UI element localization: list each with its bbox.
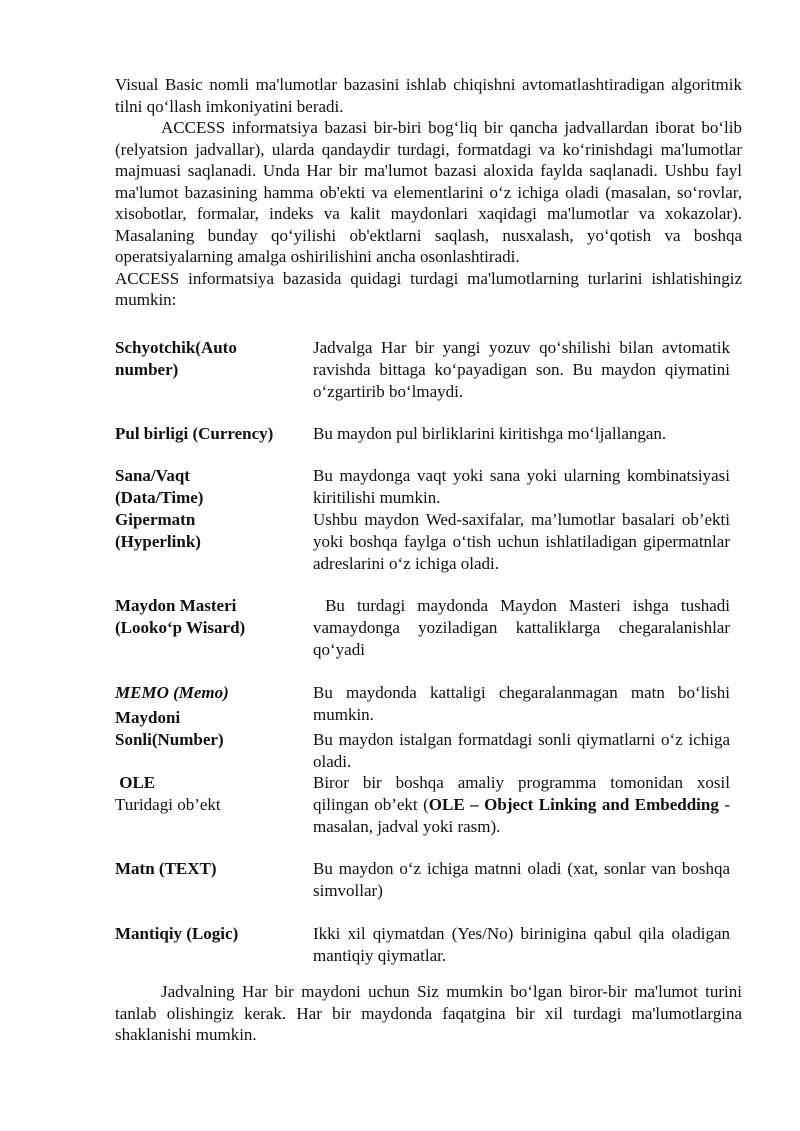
type-term: Maydon Masteri (Looko‘p Wisard) [115,596,246,637]
type-term: OLE Turidagi ob’ekt [115,773,221,814]
type-description: Ikki xil qiymatdan (Yes/No) birinigina qabul qila oladigan mantiqiy qiymatlar. [313,924,730,965]
type-description: Bu maydon pul birliklarini kiritishga mo‘ljallangan. [313,424,667,443]
intro-section [115,74,742,311]
type-term: Sana/Vaqt (Data/Time) [115,466,204,507]
conclusion-section [115,981,742,1046]
intro-paragraph-1: Visual Basic nomli ma'lumotlar bazasini ishlab chiqishni avtomatlashtiradigan algoritmik tilni qo‘llash imkoniyatini beradi. [115,75,742,116]
conclusion-paragraph: Jadvalning Har bir maydoni uchun Siz mumkin bo‘lgan biror-bir ma'lumot turini tanlab olishingiz kerak. Har bir maydonda faqatgina bir xil turdagi ma'lumotlargina shaklanishi mumkin. [115,982,742,1044]
type-description: Bu maydonga vaqt yoki sana yoki ularning kombinatsiyasi kiritilishi mumkin. [313,466,730,507]
type-description: Bu maydon o‘z ichiga matnni oladi (xat, sonlar van boshqa simvollar) [313,859,730,900]
type-term: Matn (TEXT) [115,859,217,878]
type-description: Bu maydon istalgan formatdagi sonli qiymatlarni o‘z ichiga oladi. [313,730,730,771]
type-term: Pul birligi (Currency) [115,424,274,443]
type-term: MEMO (Memo) [115,683,229,702]
type-term: Mantiqiy (Logic) [115,924,239,943]
type-term: Maydoni Sonli(Number) [115,708,224,749]
type-description: Biror bir boshqa amaliy programma tomonidan xosil qilingan ob’ekt (OLE – Object Linking and Embedding - masalan, jadval yoki rasm). [313,773,730,836]
type-description: Ushbu maydon Wed-saxifalar, ma’lumotlar basalari ob’ekti yoki boshqa faylga o‘tish uchun ishlatiladigan gipermatnlar adreslarini o‘z ichiga oladi. [313,510,730,573]
type-description: Bu turdagi maydonda Maydon Masteri ishga tushadi vamaydonga yoziladigan kattaliklarga chegaralanishlar qo‘yadi [313,596,735,659]
intro-paragraph-3: ACCESS informatsiya bazasida quidagi turdagi ma'lumotlarning turlarini ishlatishingiz mumkin: [115,268,742,309]
type-description: Bu maydonda kattaligi chegaralanmagan matn bo‘lishi mumkin. [313,683,730,724]
type-description: Jadvalga Har bir yangi yozuv qo‘shilishi bilan avtomatik ravishda bittaga ko‘payadigan son. Bu maydon qiymatini o‘zgartirib bo‘lmaydi. [313,338,730,401]
intro-paragraph-2: ACCESS informatsiya bazasi bir-biri bog‘liq bir qancha jadvallardan iborat bo‘lib (relyatsion jadvallar), ularda qandaydir turdagi, formatdagi va ko‘rinishdagi ma'lumotlar majmuasi saqlanadi. Unda Har bir ma'lumot bazasi aloxida faylda saqlanadi. Ushbu fayl ma'lumot bazasining hamma ob'ekti va elementlarini o‘z ichiga oladi (masalan, so‘rovlar, xisobotlar, formalar, indeks va kalit maydonlari xaqidagi ma'lumotlar va xokazolar). Masalaning bunday qo‘yilishi ob'ektlarni saqlash, nusxalash, yo‘qotish va boshqa operatsiyalarning amalga oshirilishini ancha osonlashtiradi. [115,118,742,266]
type-term: Schyotchik(Auto number) [115,338,237,379]
type-term: Gipermatn (Hyperlink) [115,510,201,551]
